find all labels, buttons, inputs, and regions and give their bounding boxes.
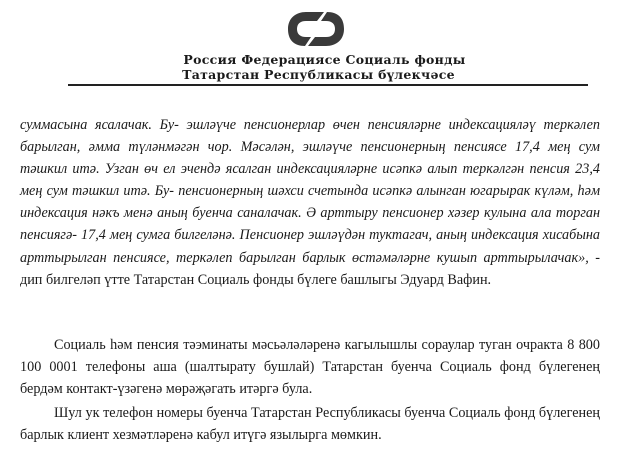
contact-paragraph: Социаль һәм пенсия тәэминаты мәсьәләләренә кагылышлы сораулар туган очракта 8 800 100 0001 телефоны аша (шалтырату бушлай) Татарстан буенча Социаль фонд бүлегенең бердәм контакт-үзәгенә мөрәҗәгать итәргә була. [20,337,600,398]
header-divider [68,84,588,86]
appointment-paragraph: Шул ук телефон номеры буенча Татарстан Республикасы буенча Социаль фонд бүлегенең барлык клиент хезмәтләренә кабул итүгә язылырга мөмкин. [20,405,600,444]
quote-text: суммасына ясалачак. Бу- эшләүче пенсионерлар өчен пенсияләрне индексацияләү теркәлеп барылган, әмма түләнмәгән чор. Мәсәлән, эшләүче пенсионерның пенсиясе 17,4 мең сум тәшкил итә. Узган өч ел эчендә ясалган индексацияләрне исәпкә алып теркәлгән пенсия 23,4 мең сум тәшкил итә. Бу- пенсионерның шәхси счетында исәпкә алынган югарырак күләм, һәм индексация нәкъ менә аның буенча саналачак. Ә арттыру пенсионер хәзер кулына ала торган пенсиягә- 17,4 мең сумга билгеләнә. Пенсионер эшләүдән туктагач, аның индексация хисабына арттырылган пенсиясе, теркәлеп барылган барлык өстәмәләрне кушып арттырылачак», [20,117,600,266]
sfr-logo-icon [284,9,348,49]
org-title-line1: Россия Федерациясе Социаль фонды [183,52,466,67]
org-title-line2: Татарстан Республикасы бүлекчәсе [182,67,455,82]
quote-paragraph [20,114,600,291]
attribution-text: - дип билгеләп үтте Татарстан Социаль фонды бүлеге башлыгы Эдуард Вафин. [20,249,600,288]
